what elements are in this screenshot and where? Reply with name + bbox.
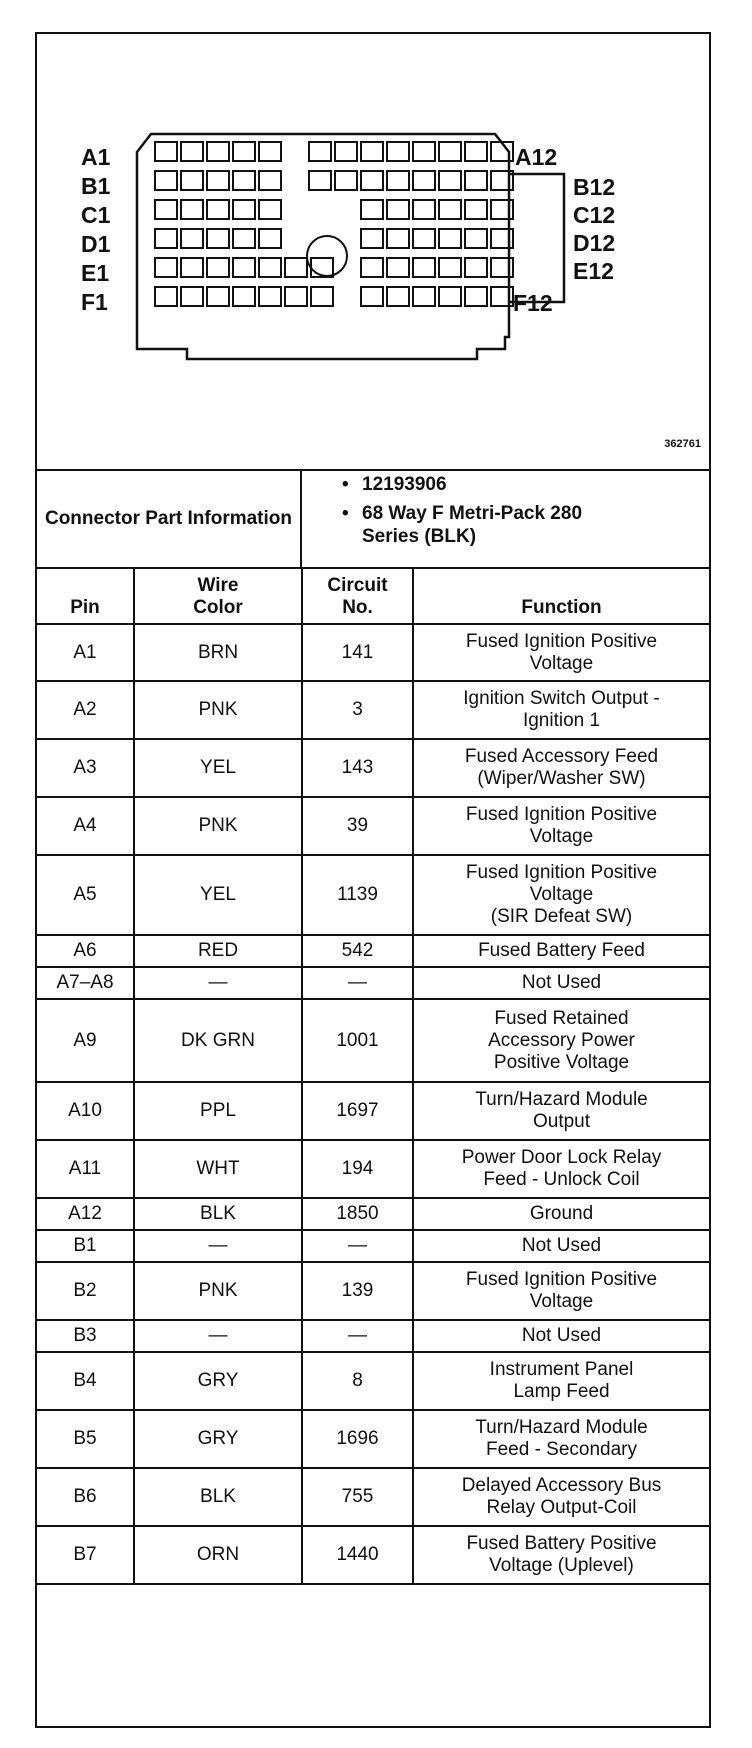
function-line: Lamp Feed (513, 1381, 610, 1402)
cavity (439, 287, 461, 306)
table-row (37, 1140, 709, 1198)
wire-color-cell: RED (134, 935, 302, 967)
header-circuit-no (302, 567, 413, 624)
cavity (309, 171, 331, 190)
pin-cell: A10 (37, 1082, 134, 1140)
wire-color-cell: PNK (134, 681, 302, 739)
function-line: Feed - Secondary (485, 1439, 638, 1460)
function-line: Fused Ignition Positive (465, 630, 658, 652)
wire-color-cell: — (134, 967, 302, 999)
cavity (155, 258, 177, 277)
cavity (181, 171, 203, 190)
cavity (155, 171, 177, 190)
wire-color-cell: YEL (134, 739, 302, 797)
function-cell (413, 935, 709, 967)
function-line: Fused Battery Positive (466, 1533, 657, 1554)
cavity (311, 258, 333, 277)
cavity (439, 171, 461, 190)
pin-label-e1: E1 (81, 260, 110, 286)
cavity (233, 200, 255, 219)
wire-color-cell: — (134, 1320, 302, 1352)
cavity (155, 287, 177, 306)
table-row (37, 1230, 709, 1262)
cavity (233, 229, 255, 248)
circuit-cell: 194 (302, 1140, 413, 1198)
wire-color-cell: PPL (134, 1082, 302, 1140)
pin-cell: A4 (37, 797, 134, 855)
cavity (233, 287, 255, 306)
cavity (285, 287, 307, 306)
pin-cell: A3 (37, 739, 134, 797)
cavity (361, 229, 383, 248)
cavity (361, 287, 383, 306)
pin-cell: A7–A8 (37, 967, 134, 999)
pin-label-f1: F1 (81, 289, 108, 315)
table-row (37, 1262, 709, 1320)
pin-label-d12: D12 (573, 230, 616, 256)
bracket-b12-e12 (509, 174, 564, 302)
header-pin: Pin (37, 567, 134, 624)
circuit-cell: — (302, 1230, 413, 1262)
cavity (181, 142, 203, 161)
cavity (361, 171, 383, 190)
function-line: Not Used (521, 1325, 602, 1346)
cavity (413, 171, 435, 190)
cavity (439, 229, 461, 248)
cavity (439, 258, 461, 277)
wire-color-cell: BLK (134, 1468, 302, 1526)
table-row (37, 967, 709, 999)
pin-cell: B1 (37, 1230, 134, 1262)
table-row (37, 1198, 709, 1230)
pin-cell: A2 (37, 681, 134, 739)
table-row (37, 624, 709, 681)
table-row (37, 1320, 709, 1352)
cavity (335, 142, 357, 161)
circuit-cell: 139 (302, 1262, 413, 1320)
header-wire-color-text: Wire Color (193, 575, 243, 618)
wire-color-cell: ORN (134, 1526, 302, 1584)
pin-label-f12: F12 (513, 290, 553, 316)
function-line: Voltage (529, 826, 594, 847)
wire-color-cell: BLK (134, 1198, 302, 1230)
function-cell (413, 1262, 709, 1320)
pin-label-e12: E12 (573, 258, 614, 284)
circuit-cell: 39 (302, 797, 413, 855)
cavity (387, 258, 409, 277)
function-line: Feed - Unlock Coil (483, 1169, 640, 1190)
function-cell (413, 1082, 709, 1140)
table-row (37, 1468, 709, 1526)
pin-cell: B5 (37, 1410, 134, 1468)
function-line: Voltage (Uplevel) (489, 1555, 634, 1576)
function-line: Accessory Power (488, 1029, 635, 1051)
cavity (181, 258, 203, 277)
cavity (207, 200, 229, 219)
cavity (387, 142, 409, 161)
cavity (311, 287, 333, 306)
table-row (37, 1526, 709, 1584)
circuit-cell: — (302, 1320, 413, 1352)
header-circuit-no-text: Circuit No. (327, 575, 388, 618)
wire-color-cell: PNK (134, 797, 302, 855)
wire-color-cell: BRN (134, 624, 302, 681)
circuit-cell: 755 (302, 1468, 413, 1526)
pin-cell: B4 (37, 1352, 134, 1410)
pin-cell: B3 (37, 1320, 134, 1352)
pin-cell: A12 (37, 1198, 134, 1230)
circuit-cell: 141 (302, 624, 413, 681)
function-cell (413, 739, 709, 797)
pin-cell: A1 (37, 624, 134, 681)
table-row (37, 1082, 709, 1140)
wire-color-cell: — (134, 1230, 302, 1262)
pin-label-a12: A12 (515, 144, 558, 170)
cavity (259, 142, 281, 161)
function-line: Fused Accessory Feed (464, 746, 659, 767)
cavity (207, 171, 229, 190)
function-cell (413, 1198, 709, 1230)
cavity (387, 229, 409, 248)
function-line: Ground (529, 1203, 594, 1224)
function-cell (413, 1230, 709, 1262)
connector-type: 68 Way F Metri-Pack 280 Series (BLK) (362, 503, 583, 547)
figure-number: 362761 (664, 438, 701, 450)
function-line: Fused Ignition Positive (465, 804, 658, 825)
function-line: Power Door Lock Relay (461, 1147, 662, 1168)
part-info-bullets (302, 473, 702, 554)
circuit-cell: 1697 (302, 1082, 413, 1140)
function-cell (413, 999, 709, 1082)
part-number: 12193906 (362, 474, 447, 495)
cavity (413, 229, 435, 248)
connector-sheet (35, 32, 711, 1728)
circuit-cell: 1696 (302, 1410, 413, 1468)
cavity (465, 258, 487, 277)
table-header-row (37, 567, 709, 624)
function-line: Fused Ignition Positive (465, 862, 658, 883)
function-line: Turn/Hazard Module (475, 1417, 648, 1438)
pin-label-c12: C12 (573, 202, 616, 228)
wire-color-cell: WHT (134, 1140, 302, 1198)
connector-key-circle (307, 236, 347, 276)
cavity (233, 258, 255, 277)
table-row (37, 999, 709, 1082)
connector-type-item (302, 502, 702, 548)
cavity (155, 142, 177, 161)
table-row (37, 1410, 709, 1468)
cavity (155, 200, 177, 219)
function-cell (413, 855, 709, 935)
cavity (439, 142, 461, 161)
cavity (207, 258, 229, 277)
wire-color-cell: YEL (134, 855, 302, 935)
connector-diagram (37, 34, 709, 471)
cavity (361, 142, 383, 161)
cavity (387, 200, 409, 219)
cavity (181, 287, 203, 306)
pin-cell: A9 (37, 999, 134, 1082)
function-cell (413, 1140, 709, 1198)
circuit-cell: 143 (302, 739, 413, 797)
cavity (335, 171, 357, 190)
circuit-cell: 1440 (302, 1526, 413, 1584)
cavity (465, 229, 487, 248)
function-line: Fused Retained (494, 1007, 629, 1029)
function-cell (413, 1526, 709, 1584)
cavity (413, 258, 435, 277)
table-row (37, 935, 709, 967)
function-line: Voltage (529, 652, 594, 674)
pin-cell: A5 (37, 855, 134, 935)
circuit-cell: 1001 (302, 999, 413, 1082)
function-cell (413, 624, 709, 681)
function-line: Voltage (529, 884, 594, 905)
cavity (413, 142, 435, 161)
cavity (387, 171, 409, 190)
cavity (233, 171, 255, 190)
pin-cell: B7 (37, 1526, 134, 1584)
function-line: Turn/Hazard Module (475, 1089, 648, 1110)
cavity (309, 142, 331, 161)
function-cell (413, 1468, 709, 1526)
cavity (181, 229, 203, 248)
pin-cell: A11 (37, 1140, 134, 1198)
function-line: (SIR Defeat SW) (490, 906, 633, 927)
cavity (259, 200, 281, 219)
table-row (37, 739, 709, 797)
wire-color-cell: GRY (134, 1410, 302, 1468)
cavity (465, 171, 487, 190)
pinout-table (37, 567, 709, 1585)
part-number-item (302, 473, 702, 496)
cavity (285, 258, 307, 277)
cavity (361, 258, 383, 277)
wire-color-cell: GRY (134, 1352, 302, 1410)
function-line: Positive Voltage (493, 1051, 630, 1073)
bullet-icon: • (342, 503, 349, 524)
connector-part-information (37, 469, 709, 569)
cavity (207, 229, 229, 248)
header-function: Function (413, 567, 709, 624)
pin-label-c1: C1 (81, 202, 111, 228)
pin-label-a1: A1 (81, 144, 111, 170)
part-info-heading: Connector Part Information (37, 469, 302, 567)
circuit-cell: 542 (302, 935, 413, 967)
cavity (361, 200, 383, 219)
cavity (259, 171, 281, 190)
function-cell (413, 1410, 709, 1468)
table-row (37, 1352, 709, 1410)
cavity (207, 142, 229, 161)
cavity (465, 142, 487, 161)
pin-label-d1: D1 (81, 231, 111, 257)
function-line: Relay Output-Coil (486, 1497, 637, 1518)
cavity (233, 142, 255, 161)
table-row (37, 855, 709, 935)
function-line: Ignition Switch Output - (463, 688, 660, 709)
function-line: Fused Battery Feed (478, 940, 645, 961)
cavity (413, 200, 435, 219)
pin-cell: A6 (37, 935, 134, 967)
circuit-cell: 8 (302, 1352, 413, 1410)
cavity (259, 258, 281, 277)
bullet-icon: • (342, 474, 349, 495)
cavity (181, 200, 203, 219)
header-wire-color (134, 567, 302, 624)
function-cell (413, 967, 709, 999)
wire-color-cell: DK GRN (134, 999, 302, 1082)
function-cell (413, 797, 709, 855)
table-row (37, 681, 709, 739)
function-line: Delayed Accessory Bus (461, 1475, 662, 1496)
circuit-cell: — (302, 967, 413, 999)
function-line: Ignition 1 (522, 710, 601, 731)
function-line: Fused Ignition Positive (465, 1269, 658, 1290)
table-row (37, 797, 709, 855)
cavity (207, 287, 229, 306)
cavity (155, 229, 177, 248)
pin-label-b1: B1 (81, 173, 111, 199)
function-line: Output (532, 1111, 591, 1132)
circuit-cell: 1139 (302, 855, 413, 935)
cavity-grid (155, 142, 513, 306)
function-cell (413, 1320, 709, 1352)
function-line: Voltage (529, 1291, 594, 1312)
cavity (259, 287, 281, 306)
function-line: (Wiper/Washer SW) (477, 768, 646, 789)
function-line: Not Used (521, 1235, 602, 1256)
cavity (439, 200, 461, 219)
pin-label-b12: B12 (573, 174, 616, 200)
wire-color-cell: PNK (134, 1262, 302, 1320)
pinout-rows (37, 624, 709, 1584)
function-cell (413, 681, 709, 739)
cavity (413, 287, 435, 306)
pin-cell: B2 (37, 1262, 134, 1320)
function-line: Not Used (521, 972, 602, 993)
function-cell (413, 1352, 709, 1410)
circuit-cell: 3 (302, 681, 413, 739)
cavity (387, 287, 409, 306)
pin-cell: B6 (37, 1468, 134, 1526)
circuit-cell: 1850 (302, 1198, 413, 1230)
cavity (259, 229, 281, 248)
connector-outline (137, 134, 509, 359)
function-line: Instrument Panel (489, 1359, 634, 1380)
cavity (465, 287, 487, 306)
cavity (465, 200, 487, 219)
